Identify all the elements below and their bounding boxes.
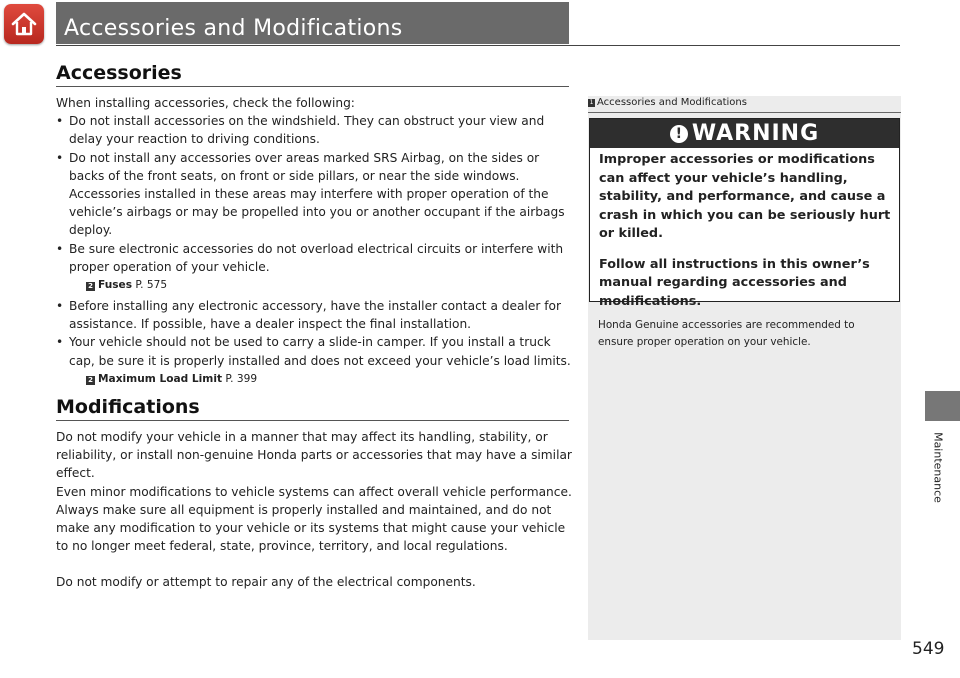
- sidebar-note: Honda Genuine accessories are recommended to ensure proper operation on your vehicle.: [598, 319, 855, 348]
- accessories-divider: [56, 86, 569, 87]
- page-title-bar: [56, 2, 569, 44]
- list-item: • Do not install any accessories over areas marked SRS Airbag, on the sides or backs of the front seats, on front or side pillars, or near the side windows. Accessories installed in these areas may interfere with proper operation of the vehicle’s airbags or may be propelled into you or another occupant if the airbags deploy.: [56, 150, 565, 238]
- warning-icon: !: [670, 125, 688, 143]
- reference-arrow-icon: 2: [86, 282, 95, 291]
- warning-text: Improper accessories or modifications can affect your vehicle’s handling, stability, and performance, and cause a crash in which you can be seriously hurt or killed. Follow all instructions in this owner’s manual regarding accessories and modifications.: [599, 152, 891, 309]
- list-item: • Be sure electronic accessories do not overload electrical circuits or interfere with proper operation of your vehicle.: [56, 241, 564, 274]
- modifications-paragraph: Do not modify your vehicle in a manner that may affect its handling, stability, or reliability, or install non-genuine Honda parts or accessories that may have a similar effect.: [56, 430, 572, 481]
- title-divider: [56, 45, 900, 46]
- home-button[interactable]: [4, 4, 44, 44]
- chapter-tab[interactable]: [925, 391, 960, 421]
- home-icon: [10, 10, 38, 38]
- fuses-reference-link[interactable]: 2 Fuses P. 575: [56, 277, 576, 294]
- list-item: • Do not install accessories on the windshield. They can obstruct your view and delay your reaction to driving conditions.: [56, 114, 545, 147]
- modifications-heading: Modifications: [56, 396, 200, 418]
- modifications-paragraph: Do not modify or attempt to repair any of the electrical components.: [56, 575, 476, 590]
- chapter-tab-label: Maintenance: [931, 432, 945, 503]
- modifications-divider: [56, 420, 569, 421]
- warning-header: ! WARNING: [590, 119, 899, 148]
- modifications-paragraph: Even minor modifications to vehicle systems can affect overall vehicle performance. Always make sure all equipment is properly installed and maintained, and do not make any modification to your vehicle or its systems that might cause your vehicle to no longer meet federal, state, province, territory, and local regulations.: [56, 484, 572, 554]
- warning-box: [589, 118, 900, 309]
- reference-arrow-icon: 2: [86, 376, 95, 385]
- list-item: • Your vehicle should not be used to carry a slide-in camper. If you install a truck cap, be sure it is properly installed and does not exceed your vehicle’s load limits.: [56, 335, 571, 368]
- page-title: Accessories and Modifications: [64, 16, 403, 41]
- list-item: • Before installing any electronic accessory, have the installer contact a dealer for assistance. If possible, have a dealer inspect the final installation.: [56, 299, 562, 332]
- accessories-intro: When installing accessories, check the following:: [56, 96, 355, 110]
- accessories-heading: Accessories: [56, 62, 182, 84]
- load-limit-reference-link[interactable]: 2 Maximum Load Limit P. 399: [56, 371, 576, 388]
- modifications-body: [56, 428, 576, 592]
- accessories-body: [56, 94, 576, 391]
- sidebar-heading: 1 Accessories and Modifications: [589, 97, 747, 108]
- sidebar-divider: [588, 112, 901, 113]
- page-number: 549: [912, 639, 945, 659]
